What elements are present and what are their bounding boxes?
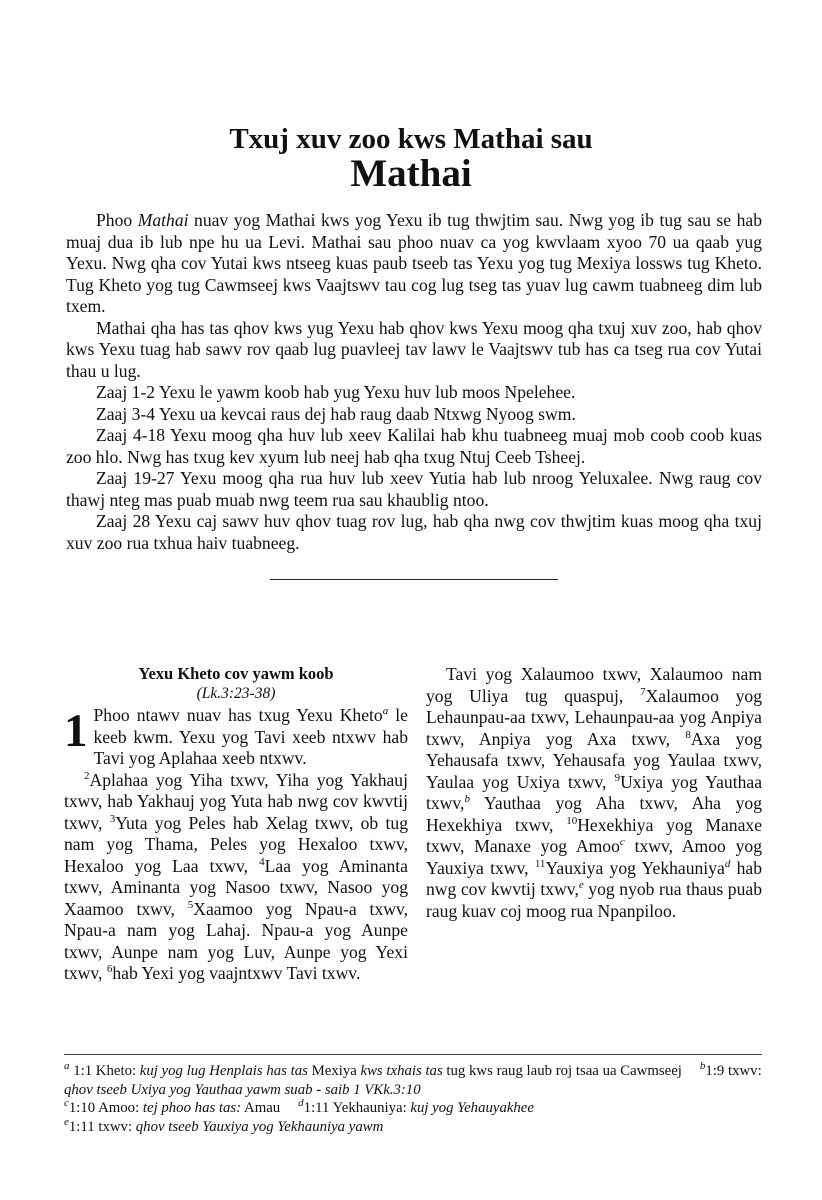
verse-text: Axa yog Yehausafa txwv, Yehausafa yog Yaulaa txwv, Yaulaa yog Uxiya txwv, <box>426 728 762 792</box>
section-divider <box>270 579 558 580</box>
verse-number: 11 <box>534 857 546 870</box>
book-title: Mathai <box>350 152 472 195</box>
footnote-line: $^c$1:10 Amoo: tej phoo has tas: Amau $^d$1:11 Yekhauniya: kuj yog Yehauyakhee <box>64 1097 534 1116</box>
intro-outline-item: Zaaj 28 Yexu caj sawv huv qhov tuag rov lug, hab qha nwg cov thwjtim kuas moog qha txuj xuv zoo rua txhua haiv tuabneeg. <box>66 511 762 553</box>
verse-number: 7 <box>640 685 646 698</box>
intro-outline-item: Zaaj 3-4 Yexu ua kevcai raus dej hab raug daab Ntxwg Nyoog swm. <box>96 403 576 424</box>
verse-number: 10 <box>566 814 578 827</box>
verse-text: Xalaumoo yog Lehaunpau-aa txwv, Lehaunpau-aa yog Anpiya txwv, Anpiya yog Axa txwv, <box>426 685 763 749</box>
verse-text: Yauthaa yog Aha txwv, Aha yog Hexekhiya txwv, <box>426 793 762 835</box>
verse-number: 9 <box>614 771 621 784</box>
verse-text: hab nwg cov kwvtij txwv, <box>426 857 762 899</box>
verse-number: 3 <box>109 812 116 825</box>
verse-text: Uxiya yog Yauthaa txwv, <box>426 771 763 813</box>
footnote-line: $^e$1:11 txwv: qhov tseeb Yauxiya yog Yekhauniya yawm <box>64 1115 384 1135</box>
book-introduction <box>66 210 762 554</box>
footnote-marker[interactable]: d <box>724 857 731 870</box>
verse-number: 5 <box>187 898 194 911</box>
section-heading: Yexu Kheto cov yawm koob <box>138 664 334 683</box>
intro-outline-item: Zaaj 1-2 Yexu le yawm koob hab yug Yexu huv lub moos Npelehee. <box>96 382 576 402</box>
footnote-marker[interactable]: b <box>464 793 470 806</box>
section-cross-reference: (Lk.3:23-38) <box>196 685 276 702</box>
verse-number: 6 <box>106 963 113 976</box>
text-column-right <box>426 664 762 922</box>
verse-text: Yauxiya yog Yekhauniya <box>545 857 725 878</box>
intro-paragraph: Phoo Mathai nuav yog Mathai kws yog Yexu ib tug thwjtim sau. Nwg yog ib tug sau se hab muaj dua ib lub npe hu ua Levi. Mathai sau phoo nuav ca yog kwvlaam xyoo 70 ua qaab yug Yexu. Nwg qha cov Yutai kws ntseeg kuas paub tseeb tas Yexu yog tug Mexiya lossws tug Kheto. Tug Kheto yog tug Cawmseej kws Vaajtswv tau cog lug tseg tas yuav lug cawm tuabneeg dim lub txem. <box>66 210 762 316</box>
footnote-divider <box>64 1054 762 1055</box>
intro-outline-item: Zaaj 4-18 Yexu moog qha huv lub xeev Kalilai hab khu tuabneeg muaj mob coob coob kuas zoo hlo. Nwg has txug kev xyum lub neej hab qha txug Ntuj Ceeb Tsheej. <box>66 425 762 467</box>
footnote-line: $^a$ 1:1 Kheto: kuj yog lug Henplais has tas Mexiya kws txhais tas tug kws raug laub roj tsaa ua Cawmseej $^b$1:9 txwv: qhov tseeb Uxiya yog Yauthaa yawm suab - saib 1 VKk.3:10 <box>64 1060 762 1098</box>
verse-text: Tavi yog Xalaumoo txwv, Xalaumoo nam yog Uliya tug quaspuj, <box>426 664 762 706</box>
verse-text: Hexekhiya yog Manaxe txwv, Manaxe yog Amoo <box>426 814 763 856</box>
verse-text: yog nyob rua thaus puab raug kuav coj moog rua Npanpiloo. <box>426 879 762 921</box>
verse-number: 2 <box>84 769 90 782</box>
intro-book-name: Mathai <box>137 210 189 230</box>
footnote-marker[interactable]: a <box>382 705 389 718</box>
verse-text: txwv, Amoo yog Yauxiya txwv, <box>426 836 762 878</box>
verse-paragraph <box>426 664 762 922</box>
intro-outline-item: Zaaj 19-27 Yexu moog qha rua huv lub xeev Yutia hab lub nroog Yeluxalee. Nwg raug cov thawj nteg mas puab muab nwg teem rua sau khaublig ntoo. <box>66 468 762 510</box>
footnote-marker[interactable]: e <box>578 879 584 892</box>
verse-number: 8 <box>685 728 691 741</box>
footnote-marker[interactable]: c <box>619 836 625 849</box>
book-subtitle: Txuj xuv zoo kws Mathai sau <box>229 123 593 155</box>
chapter-number: 1 <box>64 705 88 757</box>
verse-paragraph: $^2$Aplahaa yog Yiha txwv, Yiha yog Yakhauj txwv, hab Yakhauj yog Yuta hab nwg cov kwvtij txwv, $^3$Yuta yog Peles hab Xelag txwv, ob tug nam yog Thama, Peles yog Hexaloo txwv, Hexaloo yog Laa txwv, $^4$Laa yog Aminanta txwv, Aminanta yog Nasoo txwv, Nasoo yog Xaamoo txwv, $^5$Xaamoo yog Npau-a txwv, Npau-a nam yog Lahaj. Npau-a yog Aunpe txwv, Aunpe nam yog Luv, Aunpe yog Yexi txwv, $^6$hab Yexi yog vaajntxwv Tavi txwv. <box>64 769 409 983</box>
verse-number: 4 <box>259 855 265 868</box>
footnotes <box>64 1062 764 1136</box>
intro-paragraph: Mathai qha has tas qhov kws yug Yexu hab qhov kws Yexu moog qha txuj xuv zoo, hab qhov kws Yexu tuag hab sawv rov qaab lug puavleej tav lawv le Vaajtswv tub has ca tseg rua cov Yutai thau u lug. <box>66 317 762 381</box>
verse-paragraph: 1 Phoo ntawv nuav has txug Yexu Kheto$^a$ le keeb kwm. Yexu yog Tavi xeeb ntxwv hab Tavi yog Aplahaa xeeb ntxwv. <box>64 705 408 768</box>
text-column-left <box>64 664 408 985</box>
